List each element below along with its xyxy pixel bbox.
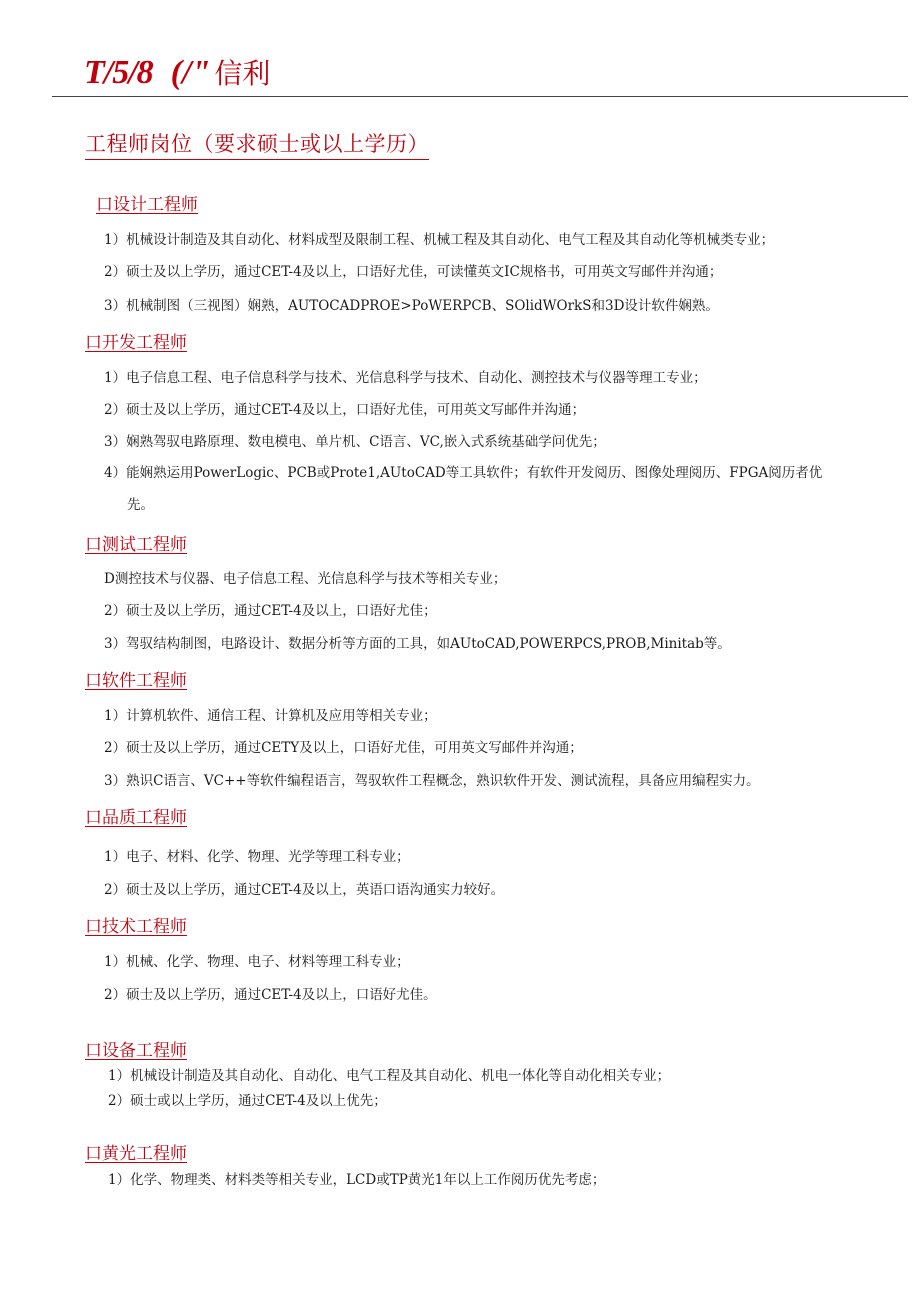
section-item: 2）硕士或以上学历，通过CET-4及以上优先； — [108, 1093, 387, 1109]
logo-mark-secondary: (/" — [170, 54, 211, 91]
section-item: 3）熟识C语言、VC++等软件编程语言，驾驭软件工程概念，熟识软件开发、测试流程，具备应用编程实力。 — [104, 773, 760, 789]
section-item: 1）机械设计制造及其自动化、材料成型及限制工程、机械工程及其自动化、电气工程及其自动化等机械类专业； — [104, 232, 775, 248]
page-title: 工程师岗位（要求硕士或以上学历） — [85, 128, 429, 160]
section-title-quality: 口品质工程师 — [85, 808, 187, 828]
section-item: 先。 — [127, 497, 154, 513]
section-title-development: 口开发工程师 — [85, 333, 187, 353]
section-item: 3）驾驭结构制图，电路设计、数据分析等方面的工具，如AUtoCAD,POWERPCS,PROB,Minitab等。 — [104, 636, 731, 652]
section-title-technical: 口技术工程师 — [85, 917, 187, 937]
section-title-equipment: 口设备工程师 — [85, 1041, 187, 1061]
section-title-design: 口设计工程师 — [96, 195, 198, 215]
section-item: 1）计算机软件、通信工程、计算机及应用等相关专业； — [104, 708, 437, 724]
section-title-photolithography: 口黄光工程师 — [85, 1144, 187, 1164]
section-item: 4）能娴熟运用PowerLogic、PCB或Prote1,AUtoCAD等工具软件；有软件开发阅历、图像处理阅历、FPGA阅历者优 — [104, 465, 823, 481]
section-item: 1）化学、物理类、材料类等相关专业，LCD或TP黄光1年以上工作阅历优先考虑； — [108, 1172, 606, 1188]
section-item: 1）机械设计制造及其自动化、自动化、电气工程及其自动化、机电一体化等自动化相关专业； — [108, 1068, 671, 1084]
section-item: 3）娴熟驾驭电路原理、数电模电、单片机、C语言、VC,嵌入式系统基础学问优先； — [104, 434, 606, 450]
header-divider — [52, 96, 908, 97]
section-item: 2）硕士及以上学历，通过CET-4及以上，英语口语沟通实力较好。 — [104, 882, 505, 898]
section-item: 2）硕士及以上学历，通过CET-4及以上，口语好尤佳，可用英文写邮件并沟通； — [104, 402, 586, 418]
section-item: 1）机械、化学、物理、电子、材料等理工科专业； — [104, 954, 410, 970]
section-item: 3）机械制图（三视图）娴熟，AUTOCADPROE>PoWERPCB、SOlidWOrkS和3D设计软件娴熟。 — [104, 298, 719, 314]
logo-mark: T/5/8 — [84, 54, 153, 91]
logo-company-name: 信利 — [214, 57, 271, 90]
section-title-software: 口软件工程师 — [85, 671, 187, 691]
section-item: 1）电子信息工程、电子信息科学与技术、光信息科学与技术、自动化、测控技术与仪器等理工专业； — [104, 370, 707, 386]
section-item: 2）硕士及以上学历，通过CETY及以上，口语好尤佳，可用英文写邮件并沟通； — [104, 740, 583, 756]
company-logo — [84, 52, 270, 96]
section-item: 2）硕士及以上学历，通过CET-4及以上，口语好尤佳。 — [104, 987, 437, 1003]
section-item: D测控技术与仪器、电子信息工程、光信息科学与技术等相关专业； — [104, 571, 507, 587]
section-item: 2）硕士及以上学历，通过CET-4及以上，口语好尤佳； — [104, 603, 437, 619]
section-item: 1）电子、材料、化学、物理、光学等理工科专业； — [104, 849, 410, 865]
section-title-test: 口测试工程师 — [85, 535, 187, 555]
section-item: 2）硕士及以上学历，通过CET-4及以上，口语好尤佳，可读懂英文IC规格书，可用英文写邮件并沟通； — [104, 264, 723, 280]
